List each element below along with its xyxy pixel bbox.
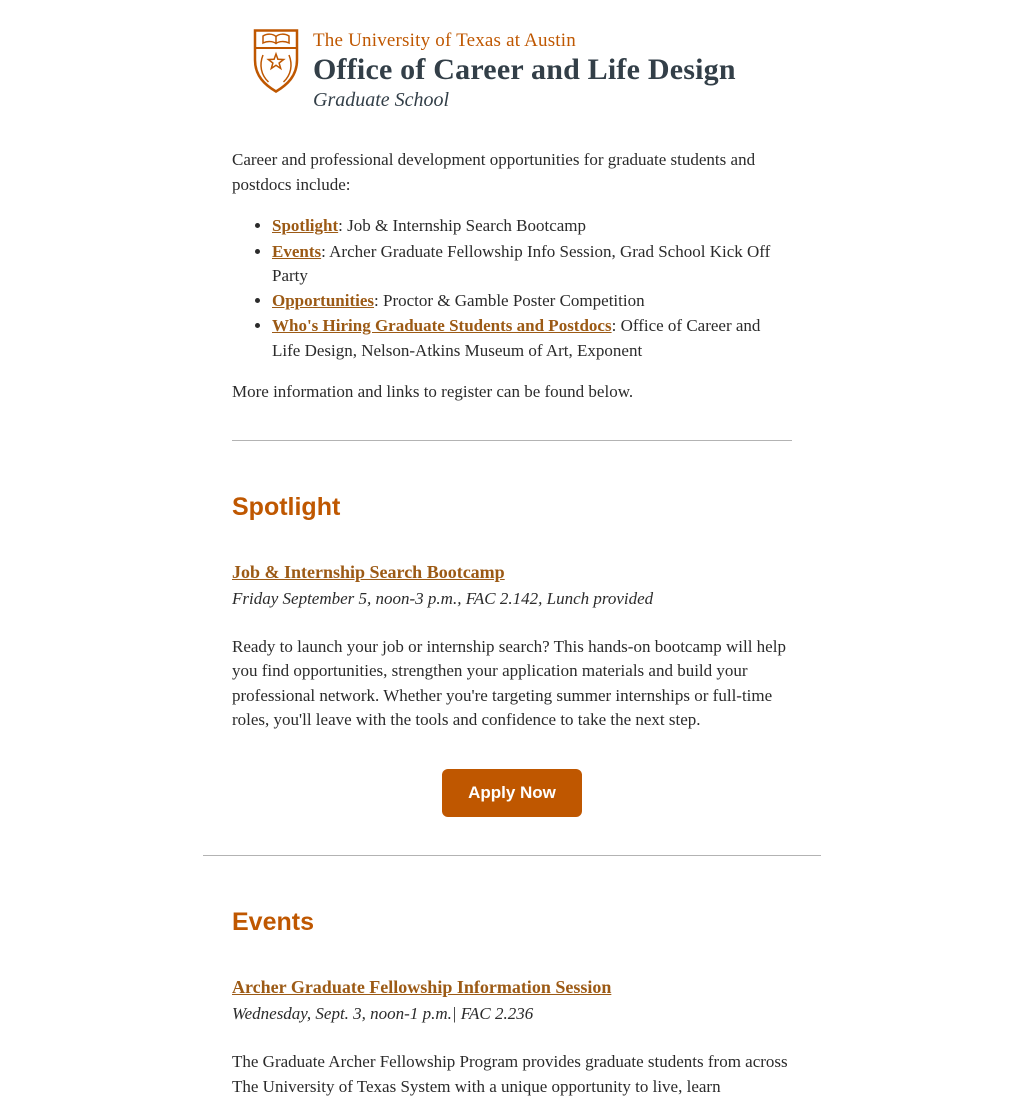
university-logo [252,27,792,112]
list-item [272,214,792,238]
whos-hiring-link[interactable]: Who's Hiring Graduate Students and Postdocs [272,316,612,336]
spotlight-heading: Spotlight [232,493,341,522]
email-body [232,0,792,1099]
bootcamp-event-meta: Friday September 5, noon-3 p.m., FAC 2.142, Lunch provided [232,589,654,609]
archer-description: The Graduate Archer Fellowship Program provides graduate students from across The University of Texas System with a unique opportunity to live, learn [232,1052,788,1096]
section-divider [203,855,821,856]
more-info-text: More information and links to register can be found below. [232,382,634,402]
bootcamp-description: Ready to launch your job or internship search? This hands-on bootcamp will help you find opportunities, strengthen your application materials and build your professional network. Whether you're targeting summer internships or full-time roles, you'll leave with the tools and confidence to take the next step. [232,637,786,729]
logo-text [313,27,736,112]
school-name: Graduate School [313,89,450,111]
intro-paragraph: Career and professional development opportunities for graduate students and postdocs include: [232,150,756,194]
list-item-text: : Job & Internship Search Bootcamp [338,216,587,236]
ut-shield-icon [252,27,300,100]
list-item [272,289,792,313]
archer-event-meta: Wednesday, Sept. 3, noon-1 p.m.| FAC 2.236 [232,1004,534,1024]
apply-now-button[interactable]: Apply Now [442,769,582,817]
section-divider [232,440,792,441]
list-item-text: : Proctor & Gamble Poster Competition [374,291,645,311]
archer-fellowship-link[interactable]: Archer Graduate Fellowship Information Session [232,977,612,998]
list-item [272,314,792,363]
events-heading: Events [232,908,314,937]
university-name: The University of Texas at Austin [313,30,576,51]
opportunities-link[interactable]: Opportunities [272,291,375,311]
events-link[interactable]: Events [272,241,322,261]
list-item-text: : Archer Graduate Fellowship Info Session, Grad School Kick Off Party [272,241,771,285]
list-item-text: : Office of Career and Life Design, Nelson-Atkins Museum of Art, Exponent [272,316,761,360]
summary-list [272,214,792,363]
bootcamp-event-link[interactable]: Job & Internship Search Bootcamp [232,562,505,583]
office-name: Office of Career and Life Design [313,53,736,86]
list-item [272,240,792,289]
spotlight-link[interactable]: Spotlight [272,216,339,236]
